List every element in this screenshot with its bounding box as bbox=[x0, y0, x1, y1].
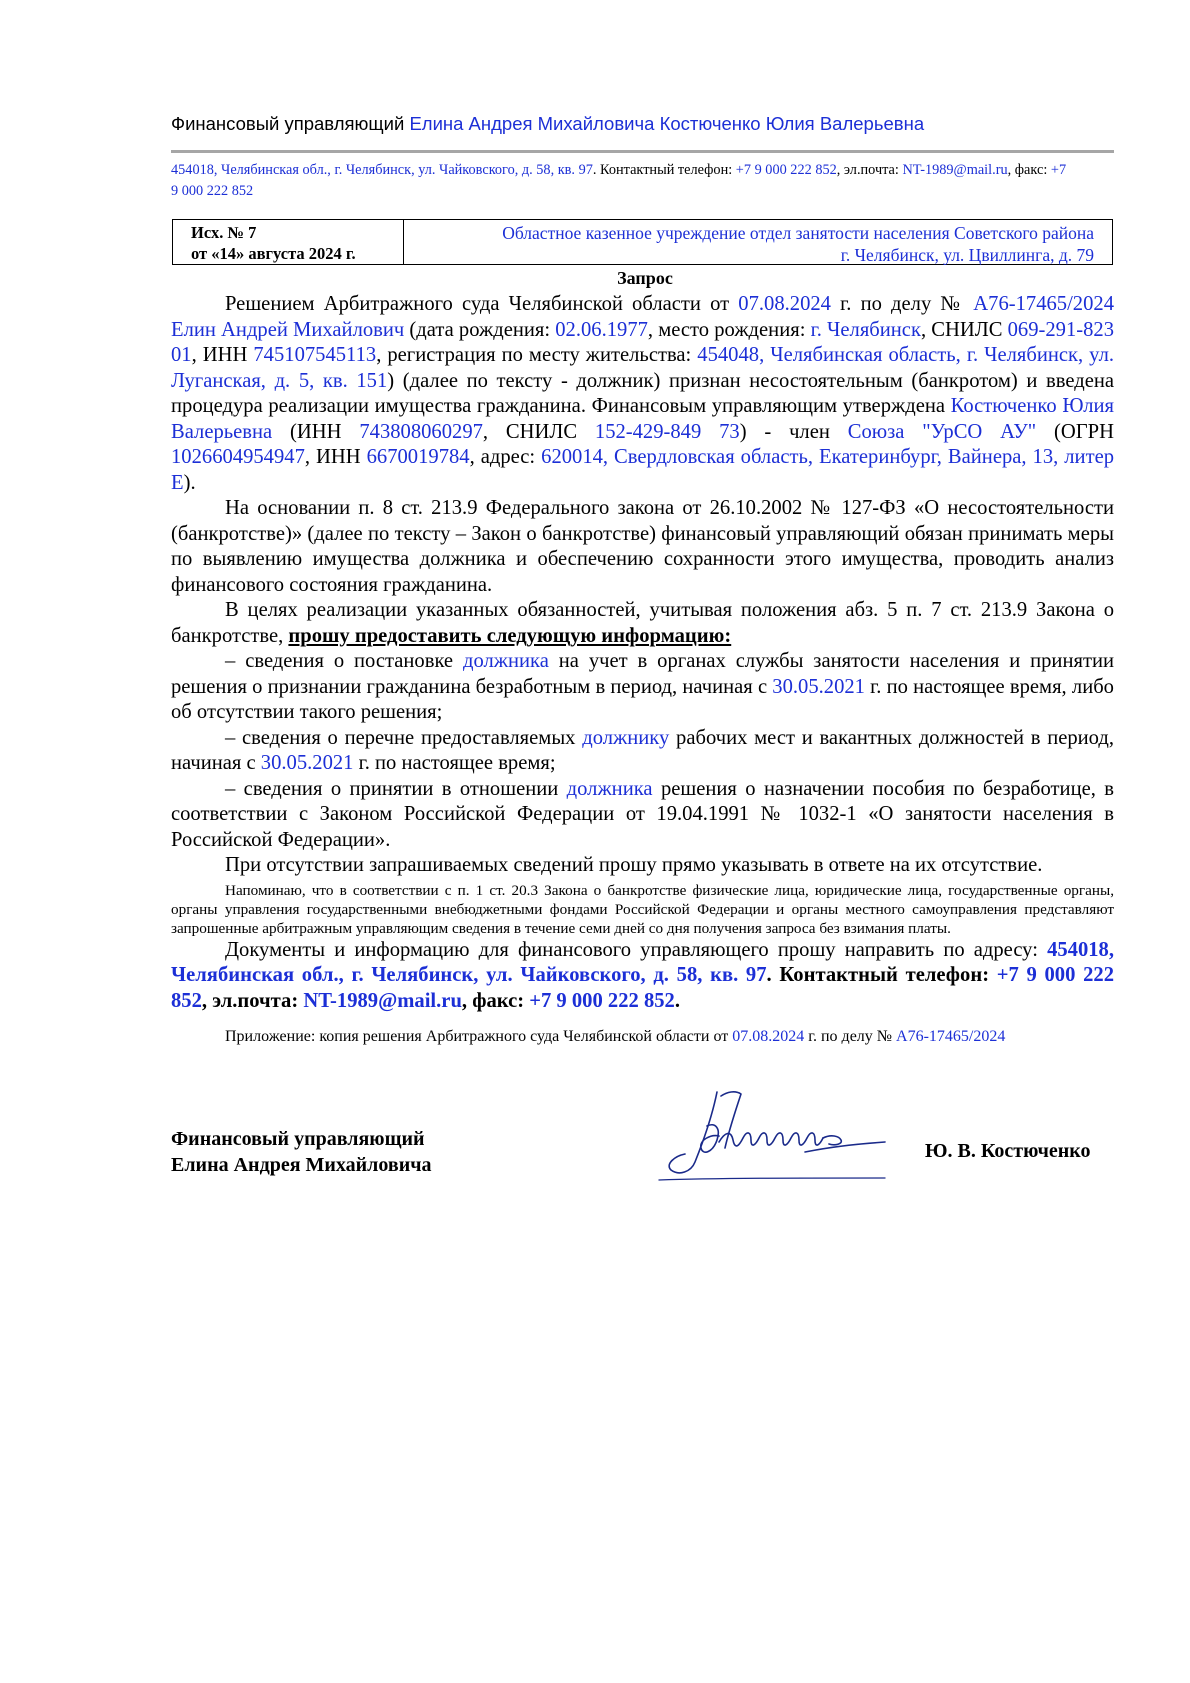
attachment-note bbox=[171, 1026, 1114, 1047]
contact-line bbox=[171, 160, 1071, 202]
header-title bbox=[171, 113, 924, 135]
period-start-date: 30.05.2021 bbox=[260, 752, 354, 774]
contact-fax: +7 9 000 222 852 bbox=[171, 162, 1067, 199]
reply-phone: +7 9 000 222 852 bbox=[171, 964, 1114, 1012]
debtor-name: Елин Андрей Михайлович bbox=[171, 318, 405, 341]
text-span: Решением Арбитражного суда Челябинской области от bbox=[225, 293, 739, 315]
outgoing-number: Исх. № 7 bbox=[191, 223, 257, 242]
header-divider bbox=[171, 150, 1114, 153]
text-span: на учет в органах службы занятости населения и принятии решения о признании гражданина безработным в период, начиная с bbox=[171, 650, 1114, 698]
text-span: , регистрация по месту жительства: bbox=[376, 344, 698, 366]
paragraph-absence-note: При отсутствии запрашиваемых сведений прошу прямо указывать в ответе на их отсутствие. bbox=[225, 854, 1043, 876]
debtor-snils: 069-291-823 01 bbox=[171, 318, 1115, 366]
text-span: г. по делу № bbox=[804, 1028, 897, 1045]
text-span: г. по настоящее время, либо об отсутствии такого решения; bbox=[171, 675, 1114, 723]
sro-address: 620014, Свердловская область, Екатеринбург, Вайнера, 13, литер Е bbox=[171, 446, 1114, 494]
manager-inn: 743808060297 bbox=[359, 420, 483, 443]
text-span: ). bbox=[183, 471, 196, 494]
addressee-address: г. Челябинск, ул. Цвиллинга, д. 79 bbox=[840, 244, 1094, 265]
signer-title: Финансовый управляющий bbox=[171, 1128, 425, 1150]
text-span: – сведения о принятии в отношении bbox=[225, 777, 567, 800]
contact-phone: +7 9 000 222 852 bbox=[735, 162, 837, 178]
addressee-cell bbox=[404, 220, 1112, 264]
signer-subject: Елина Андрея Михайловича bbox=[171, 1154, 432, 1176]
text-span: ) - член bbox=[739, 420, 848, 443]
text-span: , СНИЛС bbox=[920, 318, 1008, 341]
text-span: решения о назначении пособия по безработице, в соответствии с Законом Российской Федерации от 19.04.1991 № 1032-1 «О занятости населения в Российской Федерации». bbox=[171, 777, 1115, 851]
manager-name: Костюченко Юлия Валерьевна bbox=[171, 395, 1114, 443]
text-span: В целях реализации указанных обязанностей, учитывая положения абз. 5 п. 7 ст. 213.9 Закона о банкротстве, bbox=[171, 599, 1114, 647]
case-number: А76-17465/2024 bbox=[973, 293, 1114, 315]
signer-short-name: Ю. В. Костюченко bbox=[925, 1140, 1091, 1162]
paragraph-reminder: Напоминаю, что в соответствии с п. 1 ст. 20.3 Закона о банкротстве физические лица, юридические лица, государственные органы, органы управления государственными внебюджетными фондами Российской Федерации и органы местного самоуправления представляют запрошенные арбитражным управляющим сведения в течение семи дней со дня получения запроса без взимания платы. bbox=[171, 881, 1114, 937]
header-title-prefix: Финансовый управляющий bbox=[171, 113, 410, 134]
reply-fax: +7 9 000 222 852 bbox=[529, 989, 675, 1012]
text-span: . bbox=[674, 989, 681, 1012]
request-item-benefits bbox=[171, 777, 1114, 854]
text-span: (ИНН bbox=[272, 420, 360, 443]
paragraph-decision bbox=[171, 292, 1114, 496]
contact-fax-label: , факс: bbox=[1007, 162, 1051, 178]
text-span: ) (далее по тексту - должник) признан несостоятельным (банкротом) и введена процедура реализации имущества гражданина. Финансовым управляющим утверждена bbox=[171, 369, 1115, 417]
reply-email: NT-1989@mail.ru bbox=[303, 989, 462, 1012]
contact-email: NT-1989@mail.ru bbox=[902, 162, 1008, 178]
text-span: , факс: bbox=[461, 989, 530, 1012]
text-span: , место рождения: bbox=[647, 318, 811, 341]
period-start-date: 30.05.2021 bbox=[772, 675, 865, 698]
text-span: рабочих мест и вакантных должностей в период, начиная с bbox=[171, 726, 1115, 774]
handwritten-signature bbox=[655, 1082, 915, 1182]
debtor-ref: должнику bbox=[582, 726, 670, 749]
request-emphasis: прошу предоставить следующую информацию: bbox=[288, 624, 732, 647]
attachment-case-number: А76-17465/2024 bbox=[896, 1028, 1006, 1045]
sro-ogrn: 1026604954947 bbox=[171, 446, 305, 468]
sro-name: Союза "УрСО АУ" bbox=[847, 420, 1037, 443]
manager-snils: 152-429-849 73 bbox=[594, 420, 740, 443]
reply-address: 454018, Челябинская обл., г. Челябинск, ул. Чайковского, д. 58, кв. 97 bbox=[171, 938, 1114, 986]
text-span: , адрес: bbox=[469, 446, 542, 468]
text-span: – сведения о перечне предоставляемых bbox=[225, 726, 583, 749]
text-span: Приложение: копия решения Арбитражного суда Челябинской области от bbox=[225, 1028, 733, 1045]
registration-address: 454048, Челябинская область, г. Челябинск, ул. Луганская, д. 5, кв. 151 bbox=[171, 344, 1114, 392]
outgoing-date: от «14» августа 2024 г. bbox=[191, 244, 356, 263]
text-span: , ИНН bbox=[191, 344, 254, 366]
signer-block bbox=[171, 1126, 432, 1178]
request-item-vacancies bbox=[171, 726, 1114, 777]
decision-date: 07.08.2024 bbox=[738, 293, 831, 315]
addressee-name: Областное казенное учреждение отдел занятости населения Советского района bbox=[502, 223, 1094, 243]
paragraph-legal-basis: На основании п. 8 ст. 213.9 Федерального закона от 26.10.2002 № 127-ФЗ «О несостоятельности (банкротстве)» (далее по тексту – Закон о банкротстве) финансовый управляющий обязан принимать меры по выявлению имущества должника и обеспечению сохранности этого имущества, проводить анализ финансового состояния гражданина. bbox=[171, 497, 1114, 596]
debtor-ref: должника bbox=[566, 777, 653, 800]
contact-email-label: , эл.почта: bbox=[836, 162, 903, 178]
text-span: г. по настоящее время; bbox=[353, 752, 556, 774]
text-span: . Контактный телефон: bbox=[766, 964, 997, 986]
text-span: , ИНН bbox=[304, 446, 367, 468]
attachment-date: 07.08.2024 bbox=[732, 1028, 805, 1045]
debtor-ref: должника bbox=[462, 650, 549, 672]
contact-address: 454018, Челябинская обл., г. Челябинск, ул. Чайковского, д. 58, кв. 97 bbox=[171, 162, 593, 178]
reference-cell bbox=[173, 220, 404, 264]
paragraph-reply-address bbox=[171, 938, 1114, 1015]
document-title: Запрос bbox=[617, 268, 673, 288]
text-span: – сведения о постановке bbox=[225, 650, 463, 672]
text-span: , СНИЛС bbox=[482, 420, 595, 443]
text-span: Документы и информацию для финансового управляющего прошу направить по адресу: bbox=[225, 938, 1048, 961]
birth-place: г. Челябинск bbox=[810, 318, 921, 341]
text-span: г. по делу № bbox=[830, 293, 974, 315]
document-body bbox=[171, 292, 1114, 1047]
reference-table bbox=[172, 219, 1113, 265]
debtor-inn: 745107545113 bbox=[253, 344, 377, 366]
birth-date: 02.06.1977 bbox=[555, 318, 648, 341]
text-span: , эл.почта: bbox=[201, 989, 304, 1012]
text-span: (ОГРН bbox=[1036, 420, 1114, 443]
paragraph-request bbox=[171, 598, 1114, 649]
header-title-name: Елина Андрея Михайловича Костюченко Юлия Валерьевна bbox=[409, 113, 925, 134]
contact-phone-label: . Контактный телефон: bbox=[592, 162, 736, 178]
text-span: (дата рождения: bbox=[404, 318, 556, 341]
sro-inn: 6670019784 bbox=[366, 446, 470, 468]
request-item-registration bbox=[171, 649, 1114, 726]
